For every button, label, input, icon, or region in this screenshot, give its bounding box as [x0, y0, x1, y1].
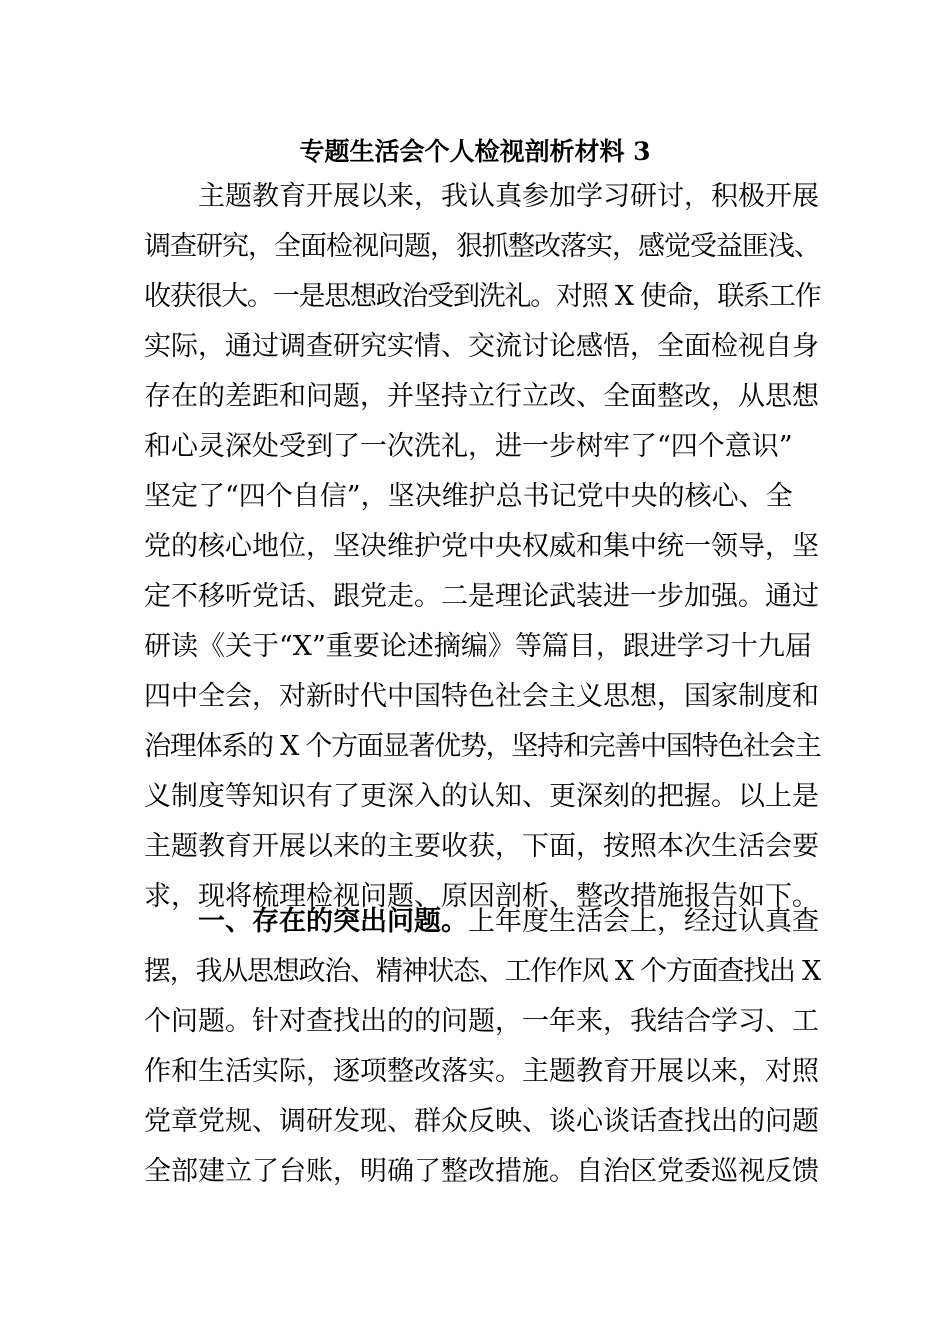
text-line: [144, 897, 824, 947]
text-line: 求，现将梳理检视问题、原因剖析、整改措施报告如下。: [144, 881, 819, 912]
section-heading: 一、存在的突出问题。: [198, 906, 468, 937]
text-line: 研读《关于“X”重要论述摘编》等篇目，跟进学习十九届: [144, 631, 812, 662]
document-title: 专题生活会个人检视剖析材料 3: [299, 137, 651, 166]
paragraph-2: [144, 897, 824, 1197]
text-line: 义制度等知识有了更深入的认知、更深刻的把握。以上是: [144, 781, 819, 812]
text-line: 存在的差距和问题，并坚持立行立改、全面整改，从思想: [144, 381, 819, 412]
text-line: 治理体系的 X 个方面显著优势，坚持和完善中国特色社会主: [144, 731, 821, 762]
paragraph-1: [144, 172, 824, 922]
text-line: 调查研究，全面检视问题，狠抓整改落实，感觉受益匪浅、: [144, 231, 820, 262]
text-run: 上年度生活会上，经过认真查: [468, 906, 819, 937]
text-line: 定不移听党话、跟党走。二是理论武装进一步加强。通过: [144, 581, 819, 612]
text-line: 个问题。针对查找出的的问题，一年来，我结合学习、工: [144, 1006, 819, 1037]
text-line: 四中全会，对新时代中国特色社会主义思想，国家制度和: [144, 681, 819, 712]
text-line: 党章党规、调研发现、群众反映、谈心谈话查找出的问题: [144, 1106, 819, 1137]
text-line: 主题教育开展以来，我认真参加学习研讨，积极开展: [198, 181, 819, 212]
text-line: 党的核心地位，坚决维护党中央权威和集中统一领导，坚: [144, 531, 819, 562]
text-line: 收获很大。一是思想政治受到洗礼。对照 X 使命，联系工作: [144, 281, 821, 312]
text-line: 作和生活实际，逐项整改落实。主题教育开展以来，对照: [144, 1056, 819, 1087]
text-line: 和心灵深处受到了一次洗礼，进一步树牢了“四个意识”: [144, 431, 793, 462]
text-line: 坚定了“四个自信”，坚决维护总书记党中央的核心、全: [144, 481, 793, 512]
text-line: 主题教育开展以来的主要收获，下面，按照本次生活会要: [144, 831, 819, 862]
text-line: 全部建立了台账，明确了整改措施。自治区党委巡视反馈: [144, 1156, 819, 1187]
text-line: 摆，我从思想政治、精神状态、工作作风 X 个方面查找出 X: [144, 956, 820, 987]
text-line: 实际，通过调查研究实情、交流讨论感悟，全面检视自身: [144, 331, 819, 362]
